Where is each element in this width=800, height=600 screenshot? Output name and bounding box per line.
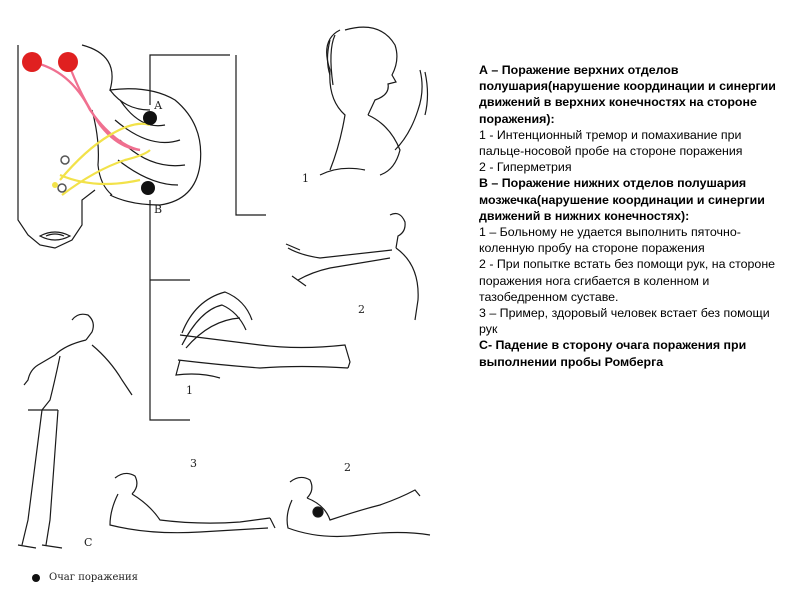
figure-number-healthy-sitting: 3 xyxy=(190,457,197,470)
nucleus-marker-2 xyxy=(58,184,66,192)
lesion-dot-a xyxy=(143,111,157,125)
label-c: С xyxy=(84,536,93,549)
brain-section-diagram xyxy=(18,45,201,248)
description-block xyxy=(479,62,789,370)
section-b-item-3: 3 – Пример, здоровый человек встает без помощи рук xyxy=(479,306,770,337)
cerebellar-pathways xyxy=(32,62,150,195)
legend-dot xyxy=(32,574,40,582)
figure-number-affected-sitting: 2 xyxy=(344,461,351,474)
section-a-item-1: 1 - Интенционный тремор и помахивание при пальце-носовой пробе на стороне поражения xyxy=(479,127,743,159)
figure-arms-outstretched xyxy=(286,214,418,320)
connector-lines xyxy=(150,55,266,420)
figure-healthy-sitting-up xyxy=(110,473,275,532)
figure-number-face: 1 xyxy=(302,172,309,185)
section-a-item-2: 2 - Гиперметрия xyxy=(479,160,572,175)
lesion-marker-left xyxy=(22,52,42,72)
label-b: В xyxy=(154,203,163,216)
figure-number-arms: 2 xyxy=(358,303,365,316)
section-b-item-1: 1 – Больному не удается выполнить пяточно-коленную пробу на стороне поражения xyxy=(479,225,741,256)
figure-affected-sitting-up xyxy=(287,477,430,536)
nucleus-marker-1 xyxy=(61,156,69,164)
legend-label: Очаг поражения xyxy=(49,572,138,583)
lesion-dot-b xyxy=(141,181,155,195)
figure-romberg-fall xyxy=(18,314,132,548)
figure-heel-knee-test xyxy=(176,292,350,378)
figure-face-finger-nose-test xyxy=(320,27,428,175)
section-b-item-2: 2 - При попытке встать без помощи рук, на стороне поражения нога сгибается в коленном и тазобедренном суставе. xyxy=(479,257,776,304)
section-b-heading: В – Поражение нижних отделов полушария мозжечка(нарушение координации и синергии движений в нижних конечностях): xyxy=(479,176,765,223)
lesion-marker-right xyxy=(58,52,78,72)
nucleus-marker-3 xyxy=(52,182,58,188)
section-c-heading: С- Падение в сторону очага поражения при выполнении пробы Ромберга xyxy=(479,338,747,369)
section-a-heading: А – Поражение верхних отделов полушария(нарушение координации и синергии движений в верхних конечностях на стороне поражения): xyxy=(479,63,776,126)
figure-number-heel: 1 xyxy=(186,384,193,397)
label-a: А xyxy=(154,99,163,112)
